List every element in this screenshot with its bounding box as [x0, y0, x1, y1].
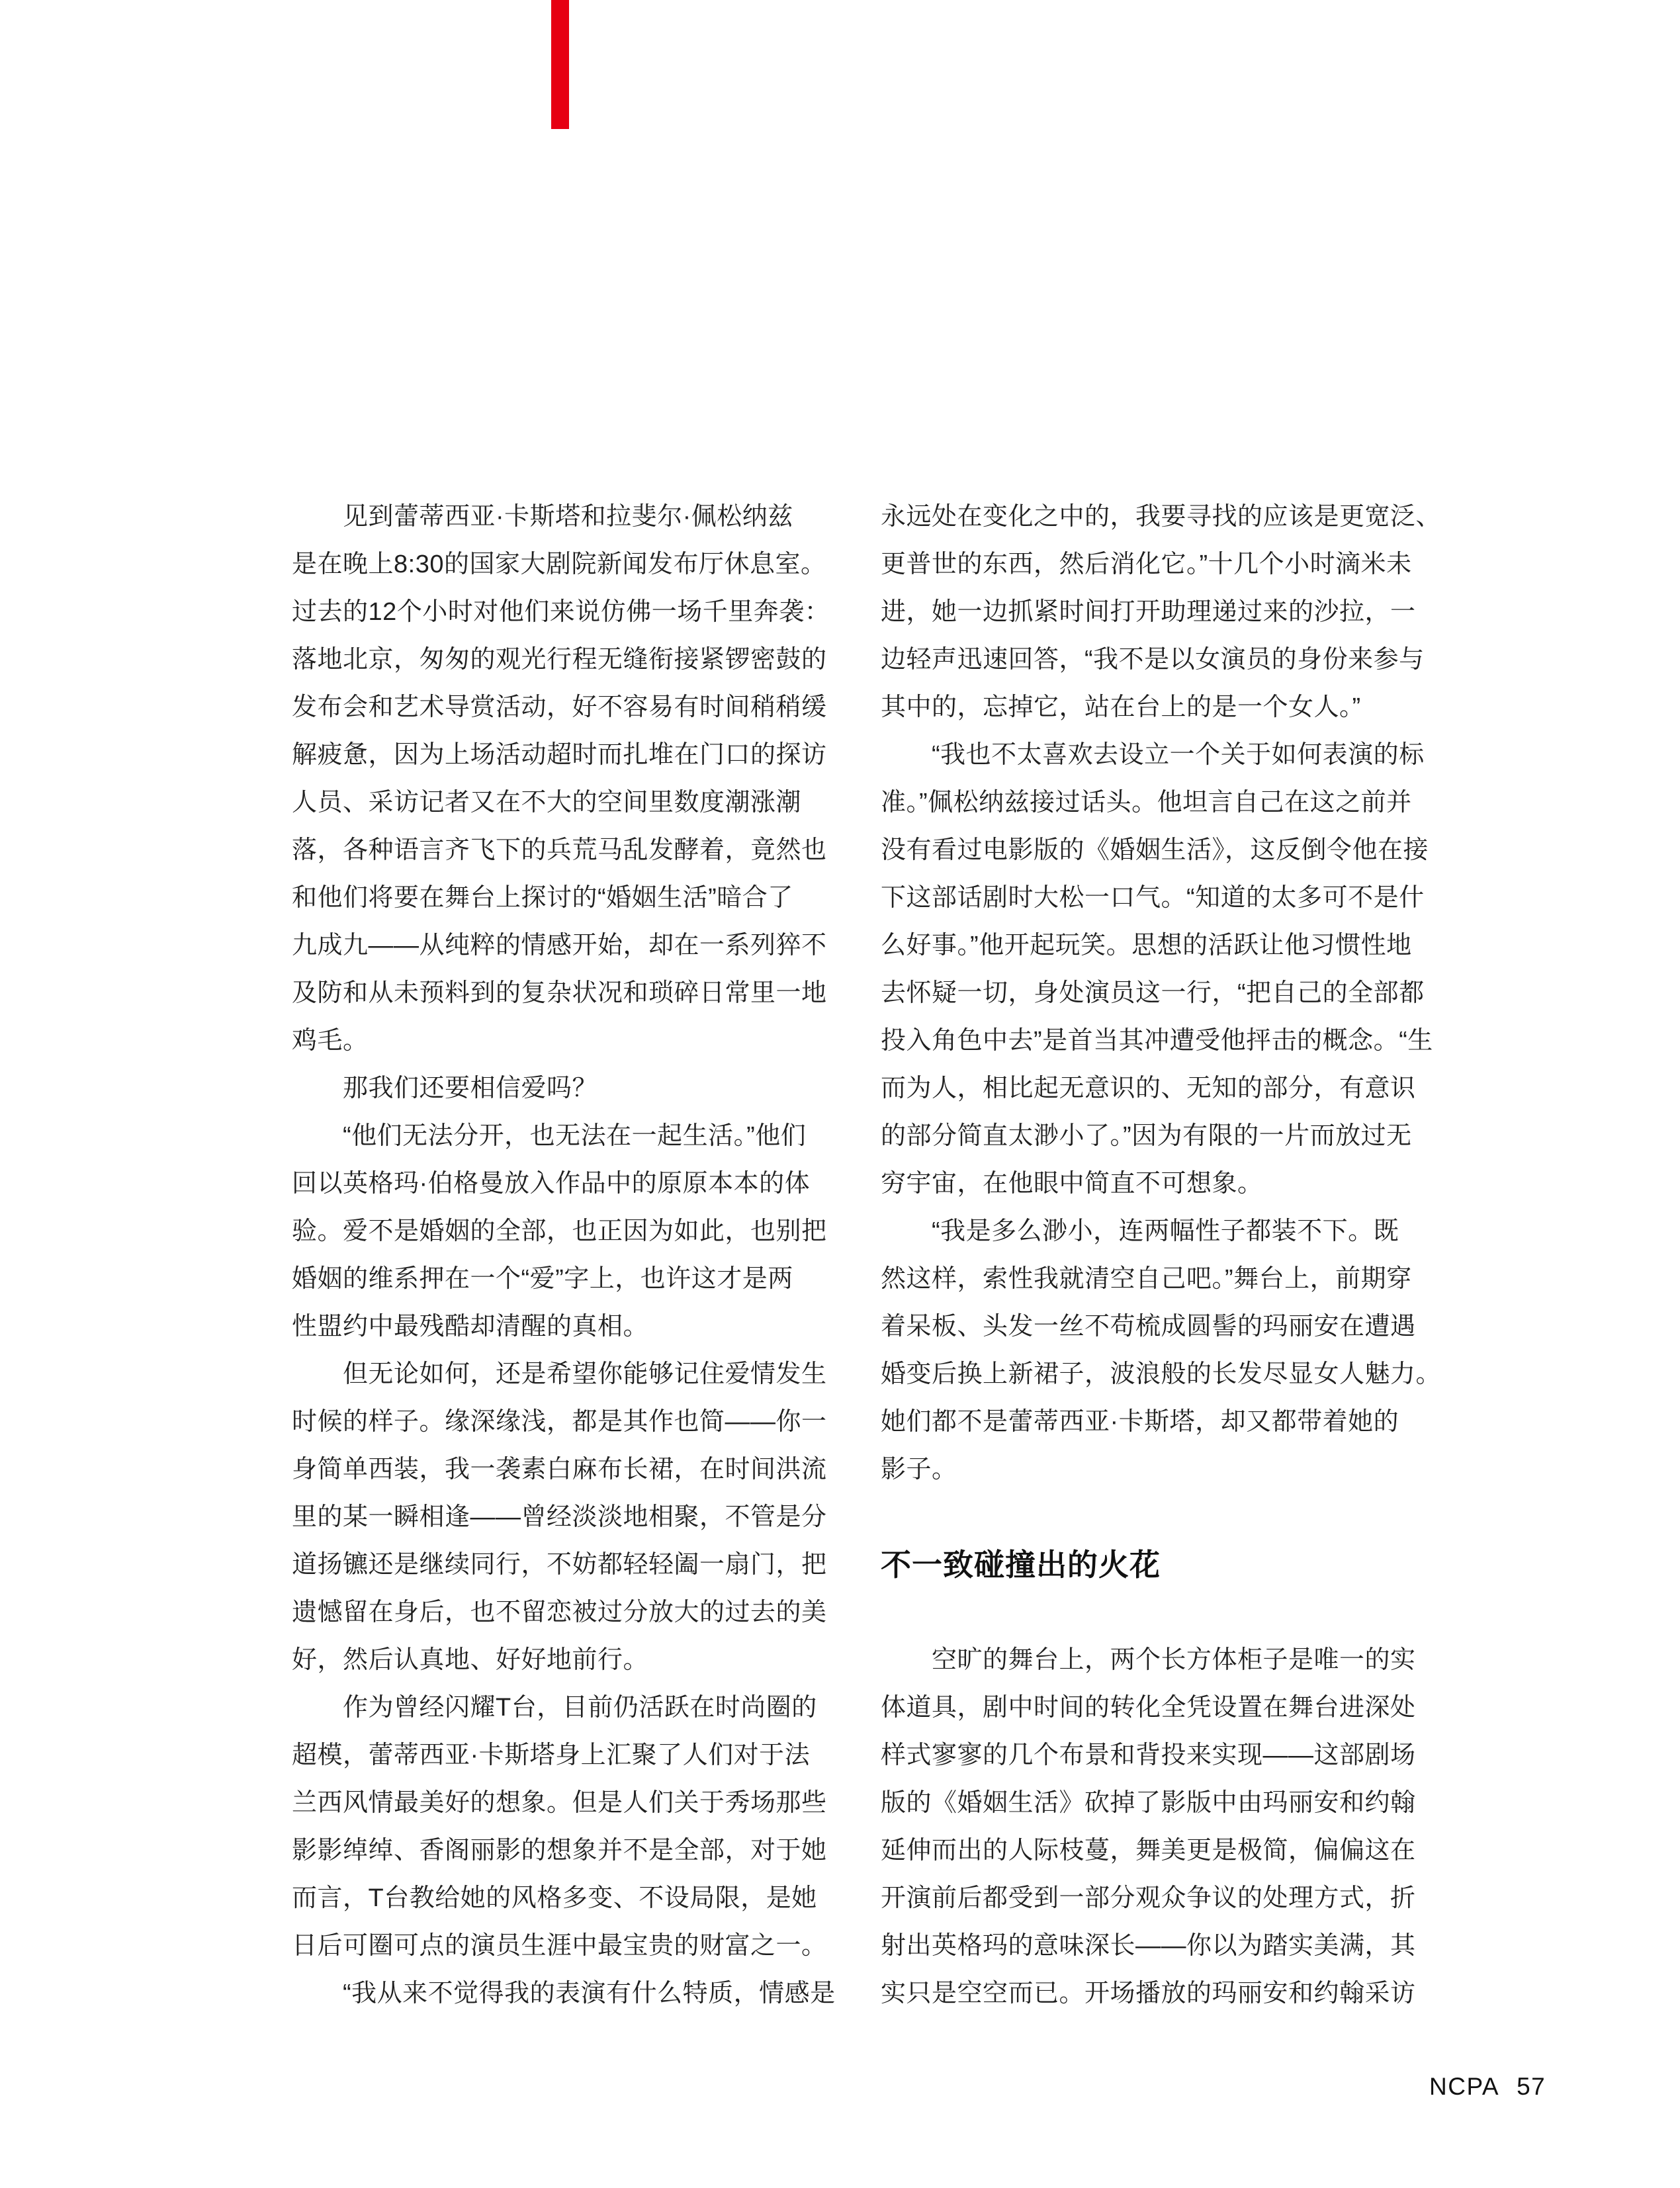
text-line: 那我们还要相信爱吗？: [292, 1074, 598, 1102]
text-line: 但无论如何，还是希望你能够记住爱情发生: [292, 1360, 827, 1388]
text-line: 投入角色中去”是首当其冲遭受他抨击的概念。“生: [881, 1027, 1433, 1055]
text-line: 延伸而出的人际枝蔓，舞美更是极简，偏偏这在: [881, 1837, 1416, 1864]
text-line: 样式寥寥的几个布景和背投来实现——这部剧场: [881, 1741, 1416, 1769]
text-line: 道扬镳还是继续同行，不妨都轻轻阖一扇门，把: [292, 1551, 827, 1579]
spacer: [881, 1589, 1433, 1636]
spacer: [881, 1493, 1433, 1541]
text-line: 九成九——从纯粹的情感开始，却在一系列猝不: [292, 932, 827, 959]
text-line: 及防和从未预料到的复杂状况和琐碎日常里一地: [292, 979, 827, 1007]
text-line: 影影绰绰、香阁丽影的想象并不是全部，对于她: [292, 1837, 827, 1864]
text-line: 里的某一瞬相逢——曾经淡淡地相聚，不管是分: [292, 1503, 827, 1531]
column-right-upper-text: [881, 493, 1442, 1493]
text-line: 进，她一边抓紧时间打开助理递过来的沙拉，一: [881, 598, 1416, 626]
text-line: 版的《婚姻生活》砍掉了影版中由玛丽安和约翰: [881, 1789, 1416, 1817]
text-line: 鸡毛。: [292, 1027, 369, 1055]
text-line: “我也不太喜欢去设立一个关于如何表演的标: [881, 741, 1425, 769]
text-line: 么好事。”他开起玩笑。思想的活跃让他习惯性地: [881, 932, 1412, 959]
text-line: 身简单西装，我一袭素白麻布长裙，在时间洪流: [292, 1456, 827, 1483]
text-line: 准。”佩松纳兹接过话头。他坦言自己在这之前并: [881, 789, 1412, 816]
text-line: 见到蕾蒂西亚·卡斯塔和拉斐尔·佩松纳兹: [292, 503, 793, 531]
text-line: 落地北京，匆匆的观光行程无缝衔接紧锣密鼓的: [292, 646, 827, 674]
text-line: 去怀疑一切，身处演员这一行，“把自己的全部都: [881, 979, 1425, 1007]
text-line: 体道具，剧中时间的转化全凭设置在舞台进深处: [881, 1694, 1416, 1722]
footer-page-number: 57: [1517, 2073, 1546, 2100]
section-marker-red-tab: [551, 0, 569, 129]
text-line: 过去的12个小时对他们来说仿佛一场千里奔袭：: [292, 598, 830, 626]
text-line: 和他们将要在舞台上探讨的“婚姻生活”暗合了: [292, 884, 793, 912]
text-line: “我是多么渺小，连两幅性子都装不下。既: [881, 1217, 1399, 1245]
text-line: 空旷的舞台上，两个长方体柜子是唯一的实: [881, 1646, 1416, 1674]
text-line: 验。爱不是婚姻的全部，也正因为如此，也别把: [292, 1217, 827, 1245]
text-line: 发布会和艺术导赏活动，好不容易有时间稍稍缓: [292, 693, 827, 721]
text-line: 人员、采访记者又在不大的空间里数度潮涨潮: [292, 789, 802, 816]
column-right-lower-text: [881, 1636, 1433, 2017]
text-line: “他们无法分开，也无法在一起生活。”他们: [292, 1122, 807, 1150]
text-line: 而为人，相比起无意识的、无知的部分，有意识: [881, 1074, 1416, 1102]
text-line: 射出英格玛的意味深长——你以为踏实美满，其: [881, 1932, 1416, 1960]
text-line: 婚变后换上新裙子，波浪般的长发尽显女人魅力。: [881, 1360, 1442, 1388]
text-line: “我从来不觉得我的表演有什么特质，情感是: [292, 1980, 836, 2007]
text-line: 超模，蕾蒂西亚·卡斯塔身上汇聚了人们对于法: [292, 1741, 811, 1769]
text-line: 边轻声迅速回答，“我不是以女演员的身份来参与: [881, 646, 1425, 674]
text-line: 性盟约中最残酷却清醒的真相。: [292, 1313, 649, 1340]
section-heading: 不一致碰撞出的火花: [881, 1548, 1161, 1582]
text-line: 没有看过电影版的《婚姻生活》，这反倒令他在接: [881, 836, 1429, 864]
article-column-left: [292, 493, 842, 2017]
text-line: 遗憾留在身后，也不留恋被过分放大的过去的美: [292, 1598, 827, 1626]
text-line: 作为曾经闪耀T台，目前仍活跃在时尚圈的: [292, 1694, 817, 1722]
article-column-right: [881, 493, 1442, 2017]
text-line: 是在晚上8:30的国家大剧院新闻发布厅休息室。: [292, 550, 826, 578]
text-line: 落，各种语言齐飞下的兵荒马乱发酵着，竟然也: [292, 836, 827, 864]
text-line: 的部分简直太渺小了。”因为有限的一片而放过无: [881, 1122, 1412, 1150]
text-line: 解疲惫，因为上场活动超时而扎堆在门口的探访: [292, 741, 827, 769]
text-line: 下这部话剧时大松一口气。“知道的太多可不是什: [881, 884, 1425, 912]
text-line: 更普世的东西，然后消化它。”十几个小时滴米未: [881, 550, 1412, 578]
text-line: 穷宇宙，在他眼中简直不可想象。: [881, 1170, 1263, 1198]
text-line: 时候的样子。缘深缘浅，都是其作也简——你一: [292, 1408, 827, 1436]
text-line: 影子。: [881, 1456, 957, 1483]
text-line: 而言，T台教给她的风格多变、不设局限，是她: [292, 1884, 817, 1912]
text-line: 婚姻的维系押在一个“爱”字上，也许这才是两: [292, 1265, 793, 1293]
text-line: 回以英格玛·伯格曼放入作品中的原原本本的体: [292, 1170, 811, 1198]
text-line: 然这样，索性我就清空自己吧。”舞台上，前期穿: [881, 1265, 1412, 1293]
text-line: 她们都不是蕾蒂西亚·卡斯塔，却又都带着她的: [881, 1408, 1399, 1436]
footer-brand: NCPA: [1429, 2073, 1500, 2100]
text-line: 永远处在变化之中的，我要寻找的应该是更宽泛、: [881, 503, 1442, 531]
text-line: 开演前后都受到一部分观众争议的处理方式，折: [881, 1884, 1416, 1912]
text-line: 好，然后认真地、好好地前行。: [292, 1646, 649, 1674]
text-line: 实只是空空而已。开场播放的玛丽安和约翰采访: [881, 1980, 1416, 2007]
text-line: 兰西风情最美好的想象。但是人们关于秀场那些: [292, 1789, 827, 1817]
text-line: 其中的，忘掉它，站在台上的是一个女人。”: [881, 693, 1361, 721]
page-footer: [1429, 2072, 1546, 2102]
text-line: 着呆板、头发一丝不苟梳成圆髻的玛丽安在遭遇: [881, 1313, 1416, 1340]
text-line: 日后可圈可点的演员生涯中最宝贵的财富之一。: [292, 1932, 827, 1960]
